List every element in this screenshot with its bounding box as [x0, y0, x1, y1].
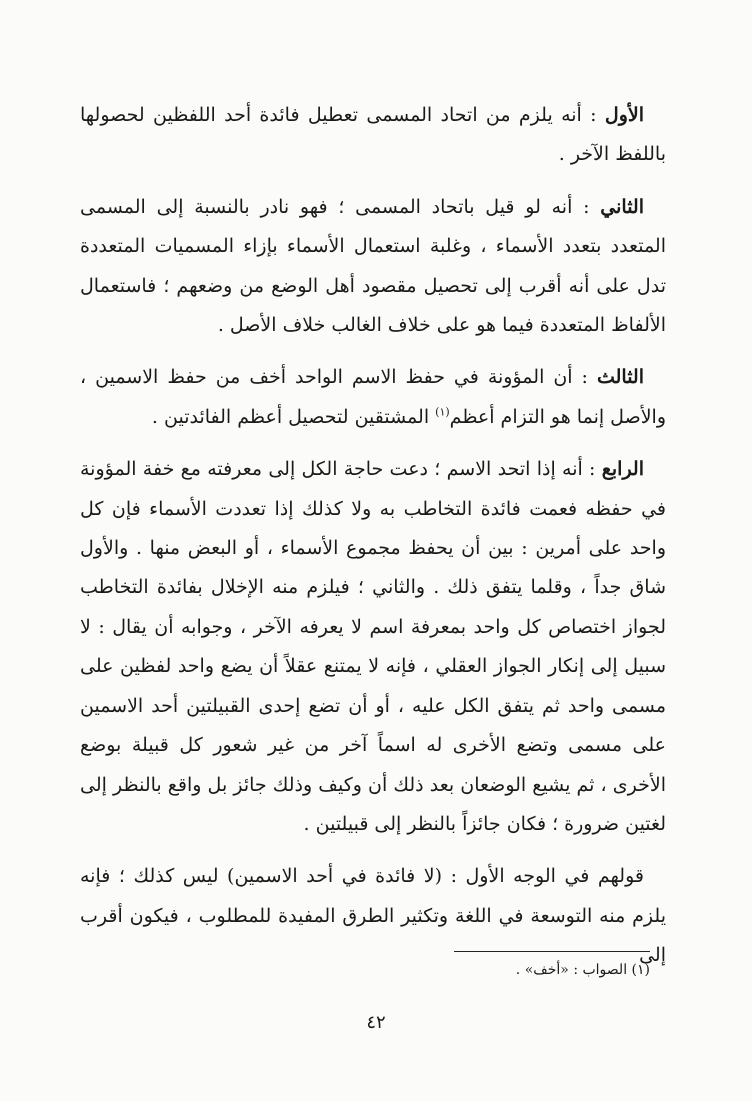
paragraph-lead: الأول	[604, 104, 644, 126]
paragraph-second	[80, 188, 666, 346]
page-number: ٤٢	[366, 1012, 386, 1033]
paragraph-reply	[80, 857, 666, 975]
footnote-marker[interactable]: (١)	[435, 405, 450, 419]
paragraph-text: : أنه يلزم من اتحاد المسمى تعطيل فائدة أحد اللفظين لحصولها باللفظ الآخر .	[80, 104, 666, 166]
paragraph-first	[80, 96, 666, 175]
paragraph-third	[80, 358, 666, 437]
paragraph-text: : أنه إذا اتحد الاسم ؛ دعت حاجة الكل إلى معرفته مع خفة المؤونة في حفظه فعمت فائدة التخاطب به ولا كذلك إذا تعددت الأسماء فإن كل واحد على أمرين : بين أن يحفظ مجموع الأسماء ، أو البعض منها . والأول شاق جداً ، وقلما يتفق ذلك . والثاني ؛ فيلزم منه الإخلال بفائدة التخاطب لجواز اختصاص كل واحد بمعرفة اسم لا يعرفه الآخر ، وجوابه أن يقال : لا سبيل إلى إنكار الجواز العقلي ، فإنه لا يمتنع عقلاً أن يضع واحد لفظين على مسمى واحد ثم يتفق الكل عليه ، أو أن تضع إحدى القبيلتين أحد الاسمين على مسمى وتضع الأخرى له اسماً آخر من غير شعور كل قبيلة بوضع الأخرى ، ثم يشيع الوضعان بعد ذلك أن وكيف وذلك جائز بل واقع بالنظر إلى لغتين ضرورة ؛ فكان جائزاً بالنظر إلى قبيلتين .	[80, 458, 666, 835]
paragraph-text: قولهم في الوجه الأول : (لا فائدة في أحد الاسمين) ليس كذلك ؛ فإنه يلزم منه التوسعة في اللغة وتكثير الطرق المفيدة للمطلوب ، فيكون أقرب إلى	[80, 865, 666, 967]
paragraph-lead: الرابع	[601, 458, 644, 481]
paragraph-fourth	[80, 450, 666, 844]
paragraph-text: : أن المؤونة في حفظ الاسم الواحد أخف من حفظ الاسمين ، والأصل إنما هو التزام أعظم	[80, 366, 666, 428]
paragraph-lead: الثاني	[600, 195, 644, 218]
footnote-divider	[454, 951, 650, 952]
paragraph-text: المشتقين لتحصيل أعظم الفائدتين .	[151, 405, 436, 428]
footnote: (١) الصواب : «أخف» .	[515, 962, 650, 978]
paragraph-lead: الثالث	[596, 366, 644, 389]
paragraph-text: : أنه لو قيل باتحاد المسمى ؛ فهو نادر بالنسبة إلى المسمى المتعدد بتعدد الأسماء ، وغلبة استعمال الأسماء بإزاء المسميات المتعددة تدل على أنه أقرب إلى تحصيل مقصود أهل الوضع من وضعهم ؛ فاستعمال الألفاظ المتعددة فيما هو على خلاف الغالب خلاف الأصل .	[80, 195, 666, 337]
body-text	[80, 96, 666, 989]
